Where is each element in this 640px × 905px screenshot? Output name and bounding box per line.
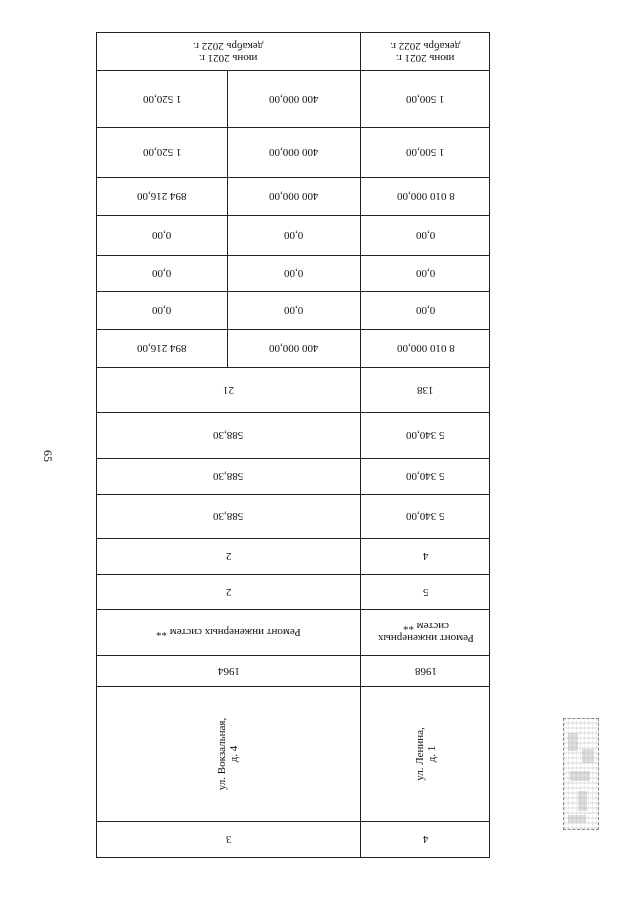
- scan-stamp-mark: [563, 718, 599, 830]
- left-floors: 2: [225, 550, 232, 562]
- data-table: [96, 32, 490, 858]
- left-work-type: Ремонт инженерных систем **: [156, 626, 301, 638]
- left-cost-a: 894 216,00: [137, 342, 187, 354]
- right-work-type: Ремонт инженерных систем **: [377, 620, 474, 644]
- left-address: ул. Вокзальная, д. 4: [216, 717, 241, 790]
- left-cost-b: 400 000,00: [268, 190, 319, 202]
- right-cost: 0,00: [415, 229, 436, 241]
- period-left: июнь 2021 г. декабрь 2022 г.: [193, 39, 264, 64]
- left-year: 1964: [217, 664, 240, 677]
- left-cost-a: 1 520,00: [142, 146, 182, 158]
- right-cost: 0,00: [415, 267, 436, 279]
- left-cost-b: 0,00: [283, 267, 304, 279]
- right-cost: 1 500,00: [406, 146, 445, 158]
- right-cost: 8 010 000,00: [396, 342, 455, 354]
- right-cost: 0,00: [415, 304, 436, 316]
- right-count: 138: [417, 383, 434, 396]
- period-right: июнь 2021 г. декабрь 2022 г.: [390, 39, 461, 64]
- right-area: 5 340,00: [406, 429, 445, 441]
- left-cost-b: 400 000,00: [268, 342, 319, 354]
- left-cost-a: 0,00: [152, 229, 172, 241]
- right-area: 5 340,00: [406, 470, 445, 482]
- right-cost: 1 500,00: [406, 92, 445, 105]
- left-cost-b: 0,00: [283, 304, 304, 316]
- left-cost-a: 894 216,00: [137, 190, 187, 202]
- left-cost-b: 400 000,00: [268, 92, 319, 105]
- right-floors: 4: [422, 550, 429, 562]
- right-row-number: 4: [422, 833, 429, 845]
- right-area: 5 340,00: [406, 510, 445, 522]
- left-count: 21: [223, 383, 234, 396]
- left-area: 588,30: [213, 470, 244, 482]
- left-cost-a: 0,00: [152, 304, 172, 316]
- right-cost: 8 010 000,00: [396, 190, 455, 202]
- left-area: 588,30: [213, 429, 244, 441]
- right-entrances: 5: [422, 585, 429, 598]
- left-entrances: 2: [225, 585, 232, 598]
- left-cost-b: 0,00: [283, 229, 304, 241]
- left-area: 588,30: [213, 510, 244, 522]
- right-year: 1968: [414, 664, 437, 677]
- right-address: ул. Ленина, д. 1: [413, 726, 438, 781]
- left-cost-a: 0,00: [152, 267, 172, 279]
- left-cost-a: 1 520,00: [142, 92, 182, 105]
- left-row-number: 3: [225, 833, 232, 845]
- left-cost-b: 400 000,00: [268, 146, 319, 158]
- page-number: 65: [41, 450, 55, 462]
